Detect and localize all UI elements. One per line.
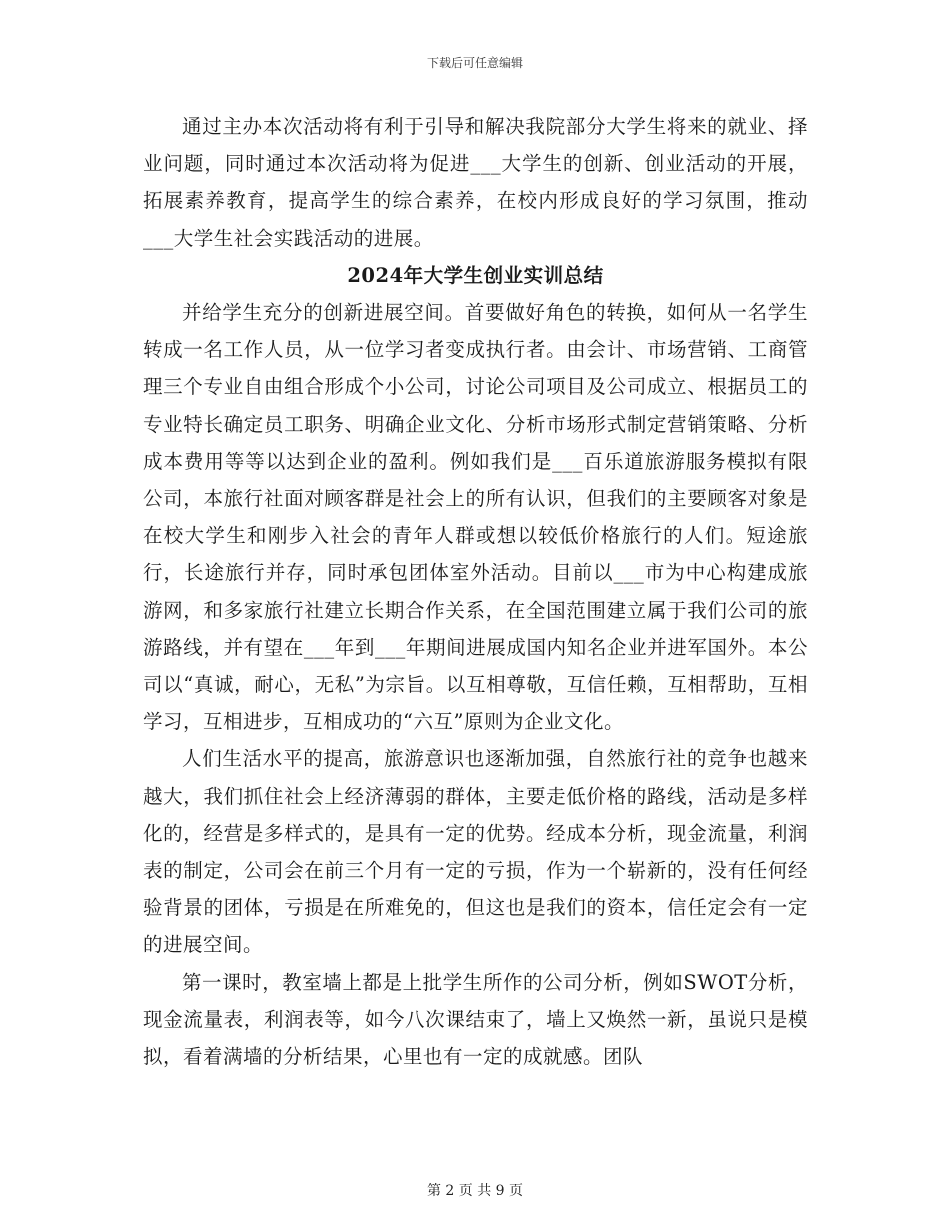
page-number: 第 2 页 共 9 页 xyxy=(426,1183,524,1199)
body-paragraph-1: 并给学生充分的创新进展空间。首要做好角色的转换，如何从一名学生转成一名工作人员，从一位学习者变成执行者。由会计、市场营销、工商管理三个专业自由组合形成个小公司，讨论公司项目及公司成立、根据员工的专业特长确定员工职务、明确企业文化、分析市场形式制定营销策略、分析成本费用等等以达到企业的盈利。例如我们是___百乐道旅游服务模拟有限公司，本旅行社面对顾客群是社会上的所有认识，但我们的主要顾客对象是在校大学生和刚步入社会的青年人群或想以较低价格旅行的人们。短途旅行，长途旅行并存，同时承包团体室外活动。目前以___市为中心构建成旅游网，和多家旅行社建立长期合作关系，在全国范围建立属于我们公司的旅游路线，并有望在___年到___年期间进展成国内知名企业并进军国外。本公司以“真诚，耐心，无私”为宗旨。以互相尊敬，互信任赖，互相帮助，互相学习，互相进步，互相成功的“六互”原则为企业文化。 xyxy=(143,301,808,734)
body-paragraph-3: 第一课时，教室墙上都是上批学生所作的公司分析，例如SWOT分析，现金流量表，利润表等，如今八次课结束了，墙上又焕然一新，虽说只是模拟，看着满墙的分析结果，心里也有一定的成就感。团队 xyxy=(143,970,808,1069)
intro-paragraph: 通过主办本次活动将有利于引导和解决我院部分大学生将来的就业、择业问题，同时通过本次活动将为促进___大学生的创新、创业活动的开展，拓展素养教育，提高学生的综合素养，在校内形成良好的学习氛围，推动___大学生社会实践活动的进展。 xyxy=(143,115,808,250)
document-body xyxy=(143,108,808,1075)
body-paragraph-2: 人们生活水平的提高，旅游意识也逐渐加强，自然旅行社的竞争也越来越大，我们抓住社会上经济薄弱的群体，主要走低价格的路线，活动是多样化的，经营是多样式的，是具有一定的优势。经成本分析，现金流量，利润表的制定，公司会在前三个月有一定的亏损，作为一个崭新的，没有任何经验背景的团体，亏损是在所难免的，但这也是我们的资本，信任定会有一定的进展空间。 xyxy=(143,747,808,957)
page-header-note: 下载后可任意编辑 xyxy=(426,56,523,70)
document-title: 2024年大学生创业实训总结 xyxy=(347,263,604,287)
